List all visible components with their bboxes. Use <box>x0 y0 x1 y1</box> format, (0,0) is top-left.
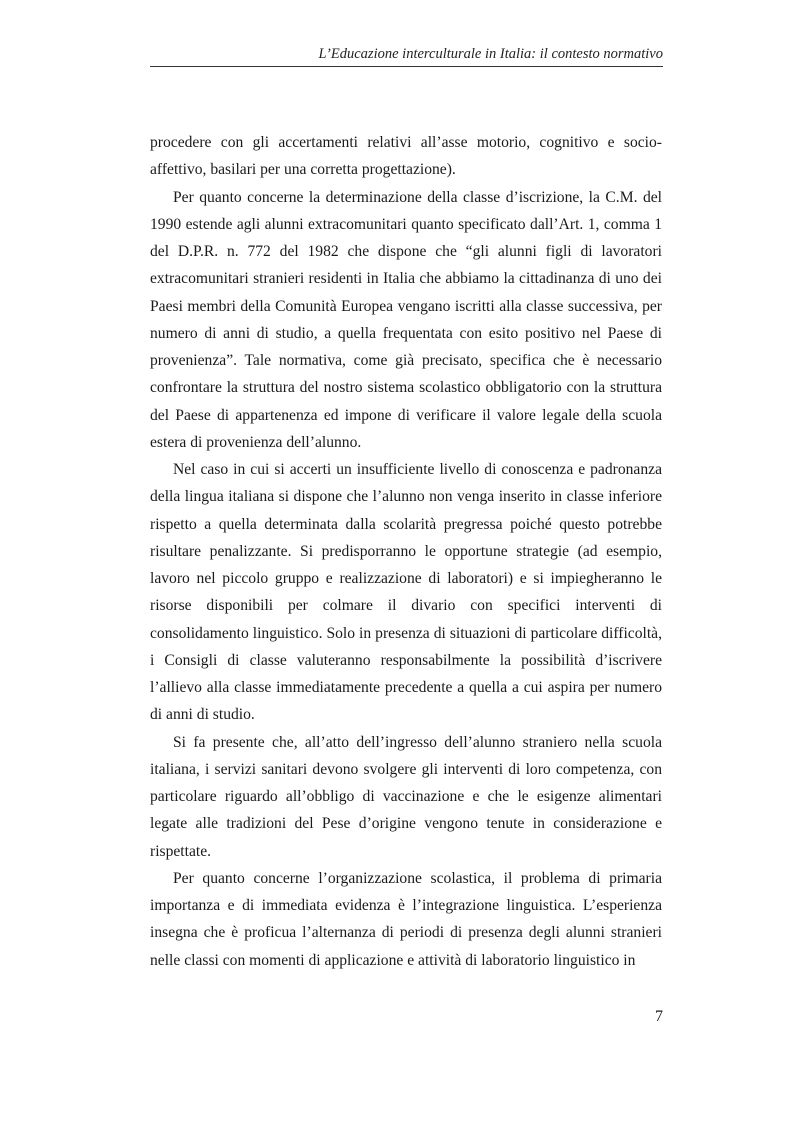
header-rule <box>150 66 663 67</box>
paragraph: Per quanto concerne la determinazione della classe d’iscrizione, la C.M. del 1990 estende agli alunni extracomunitari quanto specificato dall’Art. 1, comma 1 del D.P.R. n. 772 del 1982 che dispone che “gli alunni figli di lavoratori extracomunitari stranieri residenti in Italia che abbiamo la cittadinanza di uno dei Paesi membri della Comunità Europea vengano iscritti alla classe successiva, per numero di anni di studio, a quella frequentata con esito positivo nel Paese di provenienza”. Tale normativa, come già precisato, specifica che è necessario confrontare la struttura del nostro sistema scolastico obbligatorio con la struttura del Paese di appartenenza ed impone di verificare il valore legale della scuola estera di provenienza dell’alunno. <box>150 188 662 451</box>
running-header: L’Educazione interculturale in Italia: il contesto normativo <box>318 46 663 62</box>
paragraph: Per quanto concerne l’organizzazione scolastica, il problema di primaria importanza e di immediata evidenza è l’integrazione linguistica. L’esperienza insegna che è proficua l’alternanza di periodi di presenza degli alunni stranieri nelle classi con momenti di applicazione e attività di laboratorio linguistico in <box>150 869 662 969</box>
paragraph-continuation: procedere con gli accertamenti relativi all’asse motorio, cognitivo e socio-affettivo, basilari per una corretta progettazione). <box>150 134 662 179</box>
body-text <box>150 129 662 974</box>
page-number: 7 <box>655 1008 663 1025</box>
paragraph: Nel caso in cui si accerti un insufficiente livello di conoscenza e padronanza della lingua italiana si dispone che l’alunno non venga inserito in classe inferiore rispetto a quella determinata dalla scolarità pregressa poiché questo potrebbe risultare penalizzante. Si predisporranno le opportune strategie (ad esempio, lavoro nel piccolo gruppo e realizzazione di laboratori) e si impiegheranno le risorse disponibili per colmare il divario con specifici interventi di consolidamento linguistico. Solo in presenza di situazioni di particolare difficoltà, i Consigli di classe valuteranno responsabilmente la possibilità d’iscrivere l’allievo alla classe immediatamente precedente a quella a cui aspira per numero di anni di studio. <box>150 461 662 724</box>
paragraph: Si fa presente che, all’atto dell’ingresso dell’alunno straniero nella scuola italiana, i servizi sanitari devono svolgere gli interventi di loro competenza, con particolare riguardo all’obbligo di vaccinazione e che le esigenze alimentari legate alle tradizioni del Pese d’origine vengono tenute in considerazione e rispettate. <box>150 733 662 860</box>
